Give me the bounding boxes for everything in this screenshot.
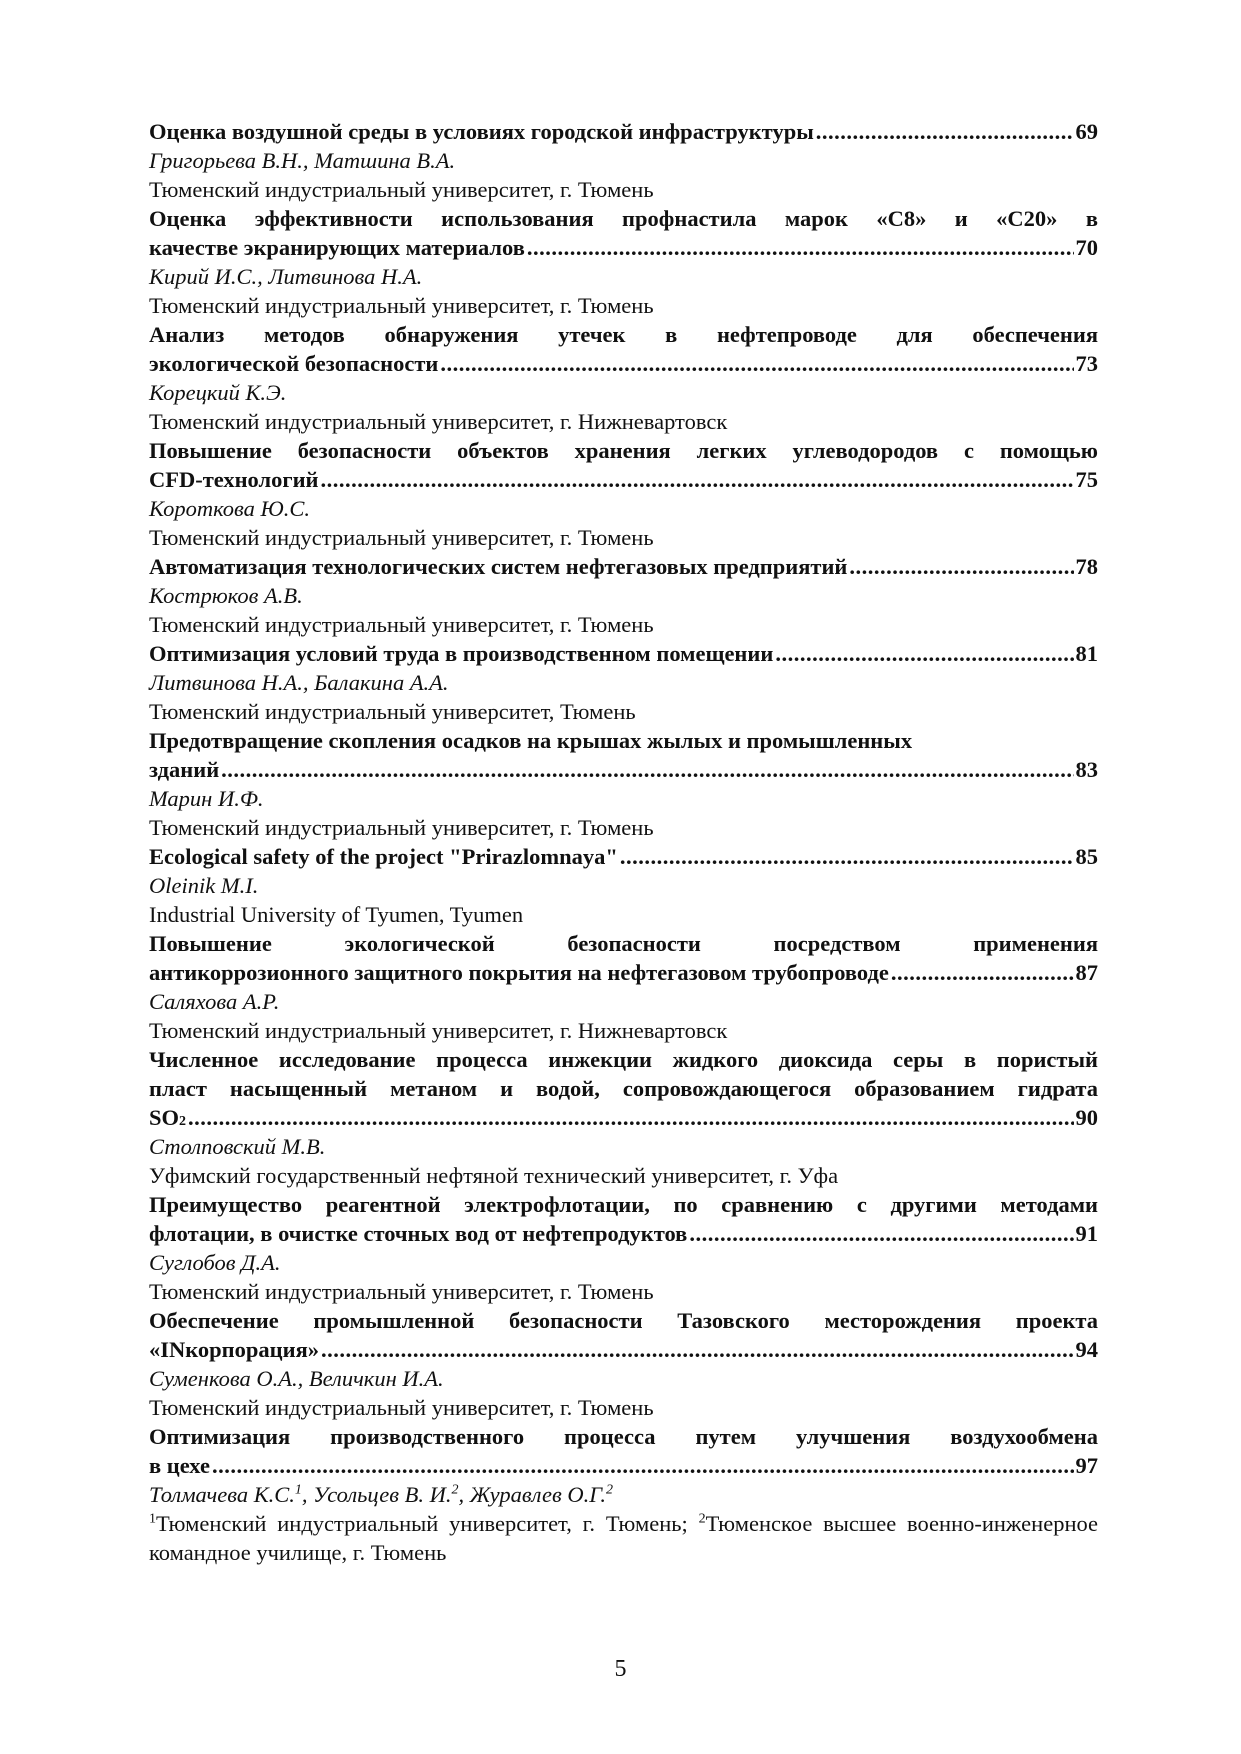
author-separator: ,: [301, 1482, 314, 1507]
entry-page-number: 83: [1075, 757, 1098, 782]
dot-leader: [849, 552, 1073, 581]
entry-title-last-line[interactable]: [149, 117, 1098, 146]
toc-entry: [149, 1045, 1098, 1190]
author-affiliation-mark: 2: [451, 1482, 459, 1498]
entry-authors: [149, 1480, 1098, 1509]
entry-authors: Саляхова А.Р.: [149, 989, 280, 1014]
entry-affiliation: Уфимский государственный нефтяной технический университет, г. Уфа: [149, 1163, 839, 1188]
entry-authors: Григорьева В.Н., Матшина В.А.: [149, 148, 456, 173]
entry-title-line: Повышение безопасности объектов хранения легких углеводородов с помощью: [149, 438, 1098, 463]
entry-authors: Кострюков А.В.: [149, 583, 303, 608]
entry-title-text: CFD-технологий: [149, 467, 319, 492]
entry-title-text: в цехе: [149, 1453, 210, 1478]
entry-title-last-line[interactable]: [149, 755, 1098, 784]
entry-title-text: экологической безопасности: [149, 351, 439, 376]
toc-entry: [149, 320, 1098, 436]
dot-leader: [891, 958, 1074, 987]
page-number: 5: [614, 1656, 627, 1682]
entry-authors: Кирий И.С., Литвинова Н.А.: [149, 264, 423, 289]
toc-entry: [149, 552, 1098, 639]
dot-leader: [816, 117, 1074, 146]
dot-leader: [321, 1335, 1073, 1364]
entry-title-text: Оптимизация условий труда в производственном помещении: [149, 641, 774, 666]
dot-leader: [527, 233, 1074, 262]
entry-affiliation: Тюменский индустриальный университет, г. Тюмень: [149, 1279, 654, 1304]
entry-affiliation: Тюменский индустриальный университет, г. Нижневартовск: [149, 409, 728, 434]
entry-affiliation: Тюменский индустриальный университет, Тюмень: [149, 699, 636, 724]
entry-affiliation: Industrial University of Tyumen, Tyumen: [149, 902, 524, 927]
table-of-contents: [149, 117, 1098, 1567]
entry-title-text: «INкорпорация»: [149, 1337, 320, 1362]
toc-entry: [149, 726, 1098, 842]
dot-leader: [321, 465, 1074, 494]
entry-title-line: Предотвращение скопления осадков на крышах жылых и промышленных: [149, 728, 913, 753]
entry-title-last-line[interactable]: [149, 1451, 1098, 1480]
entry-title-last-line[interactable]: [149, 958, 1098, 987]
entry-title-text: качестве экранирующих материалов: [149, 235, 525, 260]
entry-title-line: пласт насыщенный метаном и водой, сопровождающегося образованием гидрата: [149, 1076, 1098, 1101]
author-affiliation-mark: 1: [294, 1482, 302, 1498]
entry-title-line: Обеспечение промышленной безопасности Тазовского месторождения проекта: [149, 1308, 1098, 1333]
entry-title-last-line[interactable]: [149, 639, 1098, 668]
entry-title-text: SO: [149, 1105, 180, 1130]
entry-page-number: 91: [1075, 1221, 1098, 1246]
entry-affiliation: Тюменский индустриальный университет, г. Тюмень: [149, 525, 654, 550]
toc-entry: [149, 204, 1098, 320]
toc-entry: [149, 842, 1098, 929]
entry-page-number: 85: [1075, 844, 1098, 869]
entry-affiliation: Тюменский индустриальный университет, г. Нижневартовск: [149, 1018, 728, 1043]
dot-leader: [689, 1219, 1073, 1248]
entry-title-last-line[interactable]: [149, 842, 1098, 871]
entry-authors: Суглобов Д.А.: [149, 1250, 281, 1275]
entry-page-number: 94: [1075, 1337, 1098, 1362]
entry-page-number: 97: [1075, 1453, 1098, 1478]
entry-affiliation: [149, 1509, 1098, 1567]
entry-authors: Суменкова О.А., Величкин И.А.: [149, 1366, 444, 1391]
entry-title-last-line[interactable]: [149, 1219, 1098, 1248]
entry-affiliation: Тюменский индустриальный университет, г. Тюмень: [149, 177, 654, 202]
toc-entry: [149, 1422, 1098, 1567]
entry-page-number: 70: [1075, 235, 1098, 260]
toc-entry: [149, 117, 1098, 204]
entry-affiliation: Тюменский индустриальный университет, г. Тюмень: [149, 815, 654, 840]
affiliation-text: Тюменское высшее военно-инженерное командное училище, г. Тюмень: [149, 1511, 1099, 1565]
entry-title-text: антикоррозионного защитного покрытия на нефтегазовом трубопроводе: [149, 960, 889, 985]
entry-page-number: 90: [1075, 1105, 1098, 1130]
entry-title-text: зданий: [149, 757, 220, 782]
entry-page-number: 69: [1075, 119, 1098, 144]
entry-title-text: Автоматизация технологических систем нефтегазовых предприятий: [149, 554, 848, 579]
toc-entry: [149, 929, 1098, 1045]
entry-authors: Столповский М.В.: [149, 1134, 326, 1159]
entry-page-number: 78: [1075, 554, 1098, 579]
affiliation-text: Тюменский индустриальный университет, г. Тюмень;: [156, 1511, 699, 1536]
entry-title-line: Оптимизация производственного процесса путем улучшения воздухообмена: [149, 1424, 1098, 1449]
entry-page-number: 73: [1075, 351, 1098, 376]
dot-leader: [620, 842, 1074, 871]
dot-leader: [775, 639, 1073, 668]
affiliation-mark: 1: [149, 1511, 156, 1527]
entry-page-number: 87: [1075, 960, 1098, 985]
entry-page-number: 81: [1075, 641, 1098, 666]
dot-leader: [212, 1451, 1074, 1480]
entry-authors: Марин И.Ф.: [149, 786, 264, 811]
entry-title-text: Оценка воздушной среды в условиях городской инфраструктуры: [149, 119, 814, 144]
entry-title-last-line[interactable]: [149, 552, 1098, 581]
toc-entry: [149, 1190, 1098, 1306]
entry-authors: Литвинова Н.А., Балакина А.А.: [149, 670, 449, 695]
entry-title-last-line[interactable]: [149, 465, 1098, 494]
entry-title-line: Анализ методов обнаружения утечек в нефтепроводе для обеспечения: [149, 322, 1098, 347]
entry-title-last-line[interactable]: [149, 1335, 1098, 1364]
entry-title-text: Ecological safety of the project "Prirazlomnaya": [149, 844, 618, 869]
dot-leader: [221, 755, 1073, 784]
entry-affiliation: Тюменский индустриальный университет, г. Тюмень: [149, 293, 654, 318]
entry-authors: Короткова Ю.С.: [149, 496, 310, 521]
author-name: Усольцев В. И.: [313, 1482, 452, 1507]
entry-title-line: Численное исследование процесса инжекции жидкого диоксида серы в пористый: [149, 1047, 1098, 1072]
entry-title-text: флотации, в очистке сточных вод от нефтепродуктов: [149, 1221, 688, 1246]
entry-page-number: 75: [1075, 467, 1098, 492]
entry-authors: Корецкий К.Э.: [149, 380, 287, 405]
toc-entry: [149, 436, 1098, 552]
dot-leader: [440, 349, 1073, 378]
entry-title-line: Оценка эффективности использования профнастила марок «С8» и «С20» в: [149, 206, 1098, 231]
entry-authors: Oleinik M.I.: [149, 873, 259, 898]
entry-title-last-line[interactable]: SO 2 ..... 90: [149, 1103, 1098, 1132]
entry-title-line: Повышение экологической безопасности посредством применения: [149, 931, 1098, 956]
entry-title-line: Преимущество реагентной электрофлотации, по сравнению с другими методами: [149, 1192, 1098, 1217]
entry-title-last-line[interactable]: [149, 349, 1098, 378]
toc-entry: [149, 639, 1098, 726]
affiliation-mark: 2: [698, 1511, 706, 1527]
toc-entry: [149, 1306, 1098, 1422]
entry-affiliation: Тюменский индустриальный университет, г. Тюмень: [149, 612, 654, 637]
dot-leader: [188, 1103, 1073, 1132]
author-name: Толмачева К.С.: [149, 1482, 295, 1507]
author-name: Журавлев О.Г.: [469, 1482, 606, 1507]
entry-affiliation: Тюменский индустриальный университет, г. Тюмень: [149, 1395, 654, 1420]
author-separator: ,: [458, 1482, 470, 1507]
entry-title-last-line[interactable]: [149, 233, 1098, 262]
author-affiliation-mark: 2: [606, 1482, 613, 1498]
